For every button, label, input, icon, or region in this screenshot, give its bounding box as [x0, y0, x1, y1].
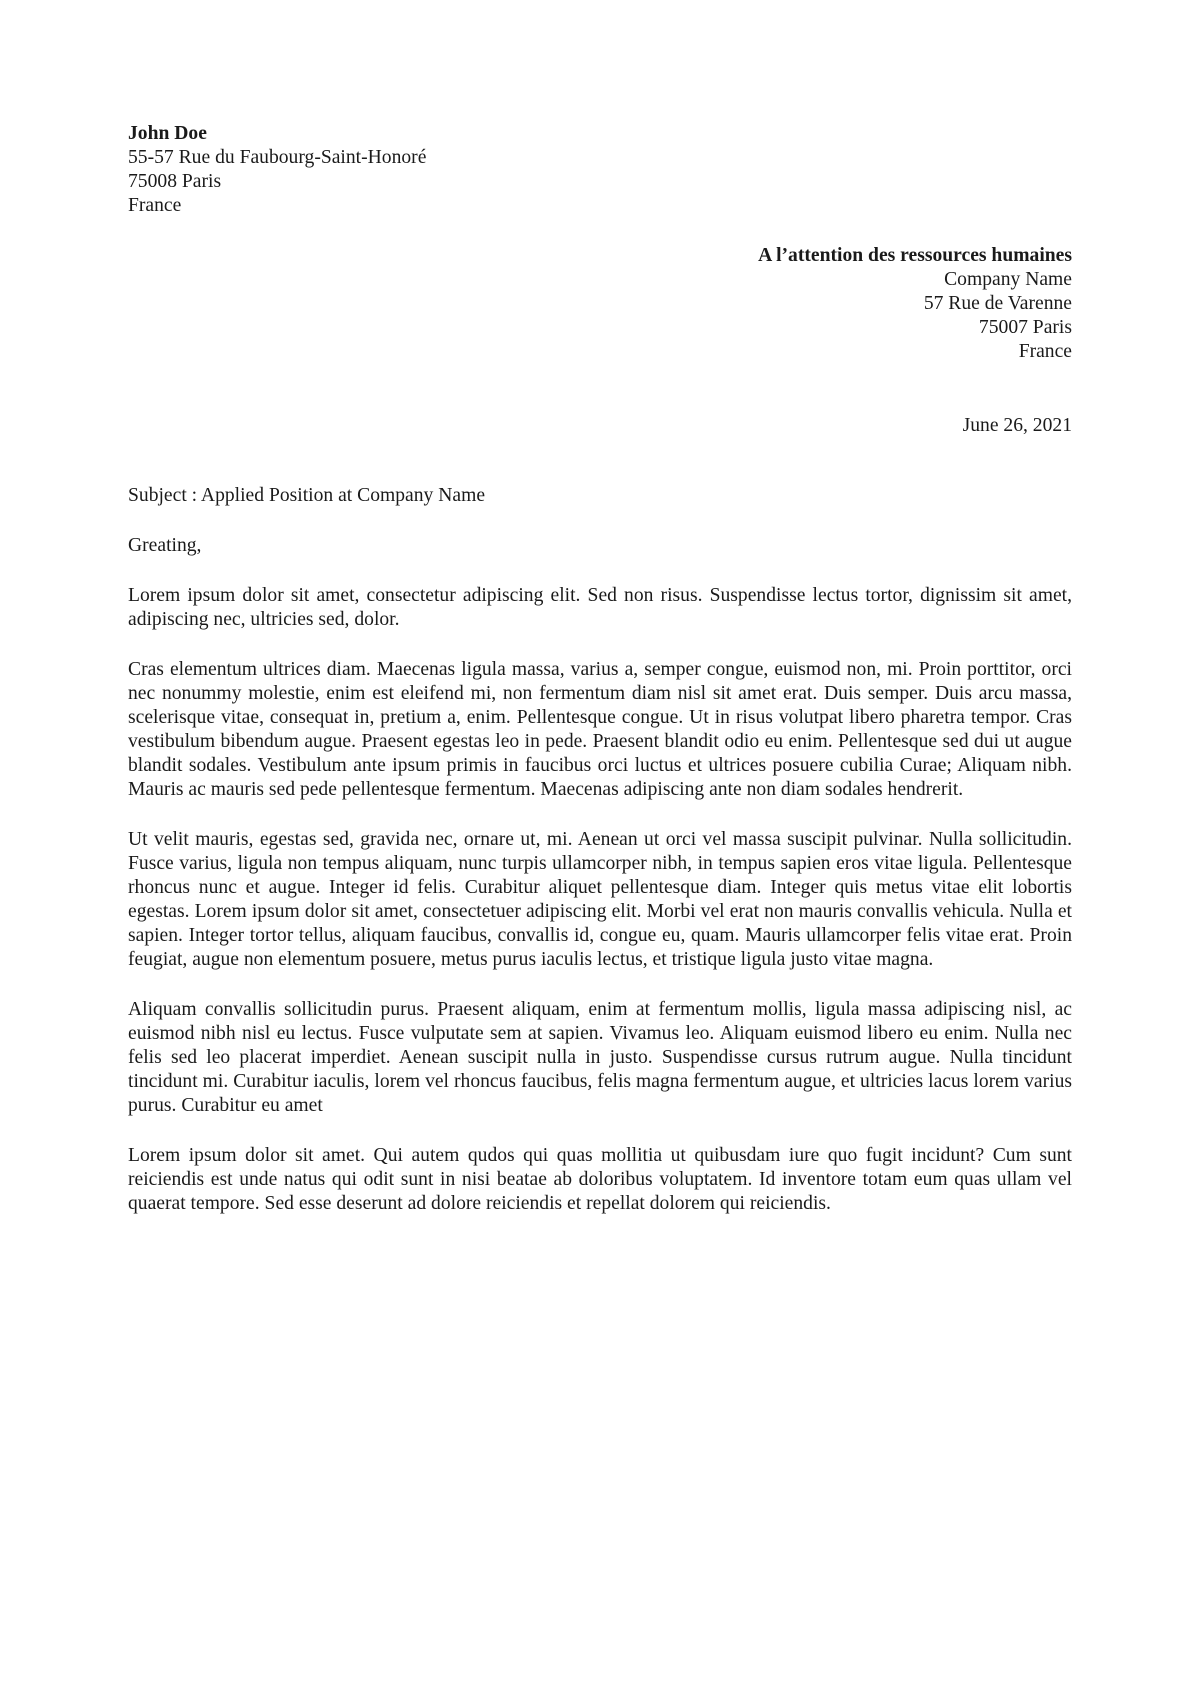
sender-country: France	[128, 195, 182, 216]
sender-street: 55-57 Rue du Faubourg-Saint-Honoré	[128, 147, 427, 168]
sender-address-block	[128, 122, 426, 218]
body-paragraph: Ut velit mauris, egestas sed, gravida nec, ornare ut, mi. Aenean ut orci vel massa suscipit pulvinar. Nulla sollicitudin. Fusce varius, ligula non tempus aliquam, nunc turpis ullamcorper nibh, in tempus sapien eros vitae ligula. Pellentesque rhoncus nunc et augue. Integer id felis. Curabitur aliquet pellentesque diam. Integer quis metus vitae elit lobortis egestas. Lorem ipsum dolor sit amet, consectetuer adipiscing elit. Morbi vel erat non mauris convallis vehicula. Nulla et sapien. Integer tortor tellus, aliquam faucibus, convallis id, congue eu, quam. Mauris ullamcorper felis vitae erat. Proin feugiat, augue non elementum posuere, metus purus iaculis lectus, et tristique ligula justo vitae magna.	[128, 829, 1072, 970]
recipient-address-block	[758, 244, 1072, 364]
recipient-country: France	[1018, 341, 1072, 362]
sender-city: 75008 Paris	[128, 171, 222, 192]
body-paragraph: Lorem ipsum dolor sit amet. Qui autem qudos qui quas mollitia ut quibusdam iure quo fugit incidunt? Cum sunt reiciendis est unde natus qui odit sunt in nisi beatae ab doloribus voluptatem. Id inventore totam eum quas ullam vel quaerat tempore. Sed esse deserunt ad dolore reiciendis et repellat dolorem qui reiciendis.	[128, 1145, 1072, 1214]
recipient-attention: A l’attention des ressources humaines	[758, 245, 1072, 266]
letter-greeting: Greating,	[128, 535, 202, 556]
recipient-company: Company Name	[944, 269, 1072, 290]
letter-date: June 26, 2021	[962, 415, 1072, 436]
letter-body	[128, 584, 1072, 1242]
body-paragraph: Lorem ipsum dolor sit amet, consectetur adipiscing elit. Sed non risus. Suspendisse lectus tortor, dignissim sit amet, adipiscing nec, ultricies sed, dolor.	[128, 585, 1072, 630]
body-paragraph: Cras elementum ultrices diam. Maecenas ligula massa, varius a, semper congue, euismod non, mi. Proin porttitor, orci nec nonummy molestie, enim est eleifend mi, non fermentum diam nisl sit amet erat. Duis semper. Duis arcu massa, scelerisque vitae, consequat in, pretium a, enim. Pellentesque congue. Ut in risus volutpat libero pharetra tempor. Cras vestibulum bibendum augue. Praesent egestas leo in pede. Praesent blandit odio eu enim. Pellentesque sed dui ut augue blandit sodales. Vestibulum ante ipsum primis in faucibus orci luctus et ultrices posuere cubilia Curae; Aliquam nibh. Mauris ac mauris sed pede pellentesque fermentum. Maecenas adipiscing ante non diam sodales hendrerit.	[128, 659, 1072, 800]
letter-subject: Subject : Applied Position at Company Name	[128, 485, 486, 506]
body-paragraph: Aliquam convallis sollicitudin purus. Praesent aliquam, enim at fermentum mollis, ligula massa adipiscing nisl, ac euismod nibh nisl eu lectus. Fusce vulputate sem at sapien. Vivamus leo. Aliquam euismod libero eu enim. Nulla nec felis sed leo placerat imperdiet. Aenean suscipit nulla in justo. Suspendisse cursus rutrum augue. Nulla tincidunt tincidunt mi. Curabitur iaculis, lorem vel rhoncus faucibus, felis magna fermentum augue, et ultricies lacus lorem varius purus. Curabitur eu amet	[128, 999, 1072, 1116]
recipient-city: 75007 Paris	[978, 317, 1072, 338]
recipient-street: 57 Rue de Varenne	[923, 293, 1072, 314]
sender-name: John Doe	[128, 123, 207, 144]
